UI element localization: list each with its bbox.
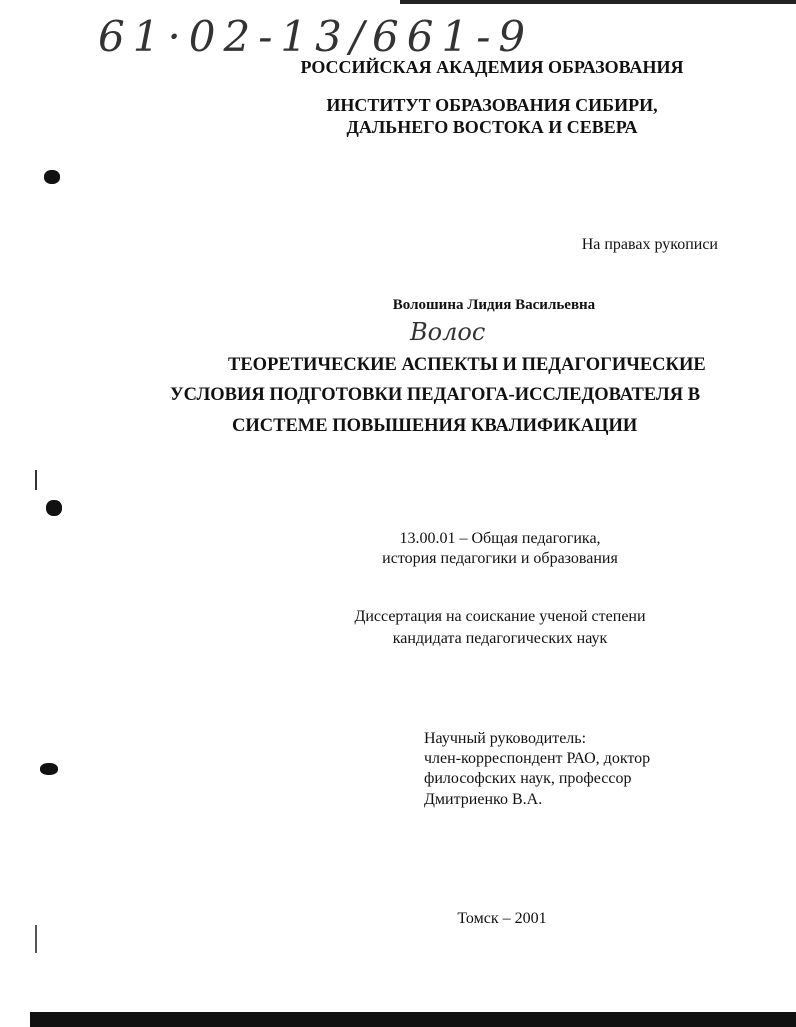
organization: РОССИЙСКАЯ АКАДЕМИЯ ОБРАЗОВАНИЯ (300, 57, 684, 77)
scan-mark (44, 170, 60, 184)
scan-edge-top (400, 0, 796, 4)
author-signature: Волос (410, 318, 486, 346)
place-year: Томск – 2001 (457, 910, 547, 927)
supervisor-label: Научный руководитель: (424, 730, 587, 747)
institute-line-2: ДАЛЬНЕГО ВОСТОКА И СЕВЕРА (346, 117, 638, 137)
handwritten-archive-number: 61·02-13/661-9 (98, 12, 534, 61)
scan-mark (35, 925, 37, 953)
scan-mark (35, 470, 37, 490)
scan-edge-bottom (30, 1012, 796, 1027)
supervisor-name: Дмитриенко В.А. (424, 791, 543, 808)
title-line-3: СИСТЕМЕ ПОВЫШЕНИЯ КВАЛИФИКАЦИИ (232, 416, 638, 436)
author-name: Волошина Лидия Васильевна (392, 297, 596, 313)
institute-line-1: ИНСТИТУТ ОБРАЗОВАНИЯ СИБИРИ, (326, 95, 658, 115)
title-line-2: УСЛОВИЯ ПОДГОТОВКИ ПЕДАГОГА-ИССЛЕДОВАТЕЛЯ В (170, 385, 701, 405)
degree-line-2: кандидата педагогических наук (392, 630, 608, 647)
scan-mark (46, 500, 62, 516)
supervisor-title-2: философских наук, профессор (424, 770, 632, 787)
specialty-line-2: история педагогики и образования (382, 550, 618, 567)
scan-mark (40, 763, 58, 775)
specialty-line-1: 13.00.01 – Общая педагогика, (399, 530, 601, 547)
supervisor-title-1: член-корреспондент РАО, доктор (424, 750, 651, 767)
rights-note: На правах рукописи (581, 236, 718, 253)
title-line-1: ТЕОРЕТИЧЕСКИЕ АСПЕКТЫ И ПЕДАГОГИЧЕСКИЕ (228, 355, 706, 375)
degree-line-1: Диссертация на соискание ученой степени (354, 608, 646, 625)
